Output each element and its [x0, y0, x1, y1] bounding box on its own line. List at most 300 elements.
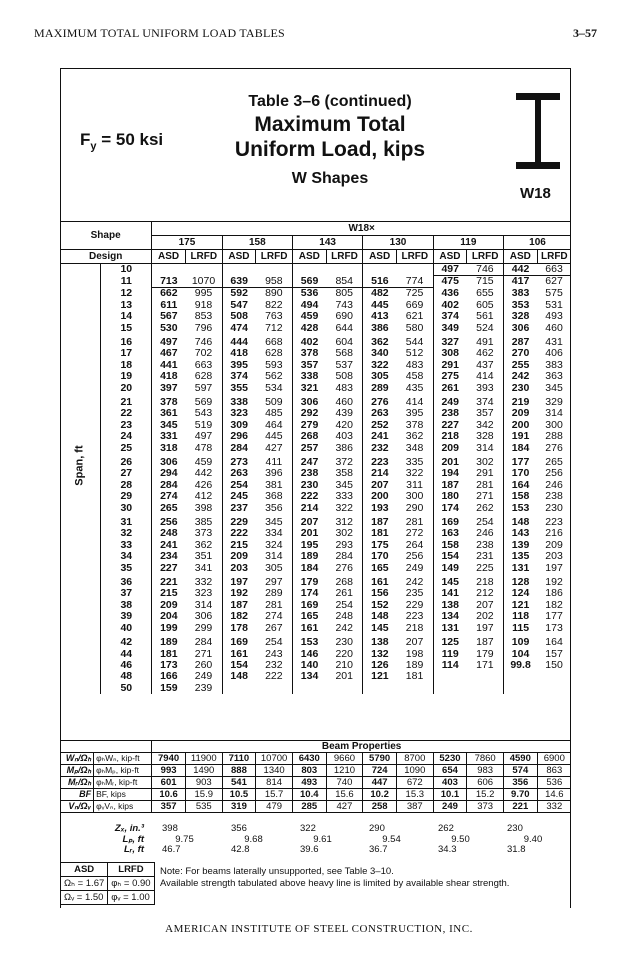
asd-value: 164 — [504, 480, 538, 491]
lrfd-value: 198 — [405, 647, 424, 660]
lrfd-value: 246 — [545, 478, 563, 491]
span-length: 40 — [101, 623, 152, 634]
asd-value: 227 — [152, 563, 186, 574]
asd-value: 252 — [363, 420, 397, 431]
asd-value: 418 — [152, 371, 186, 382]
asd-value: 184 — [292, 563, 326, 574]
lrfd-value: 328 — [476, 430, 494, 443]
lrfd-value: 324 — [265, 538, 283, 551]
lrfd-value: 322 — [335, 501, 353, 514]
asd-value: 146 — [292, 649, 326, 660]
asd-value: 284 — [222, 443, 256, 454]
asd-header: ASD — [292, 250, 326, 264]
lrfd-value: 231 — [476, 550, 494, 563]
lrfd-property-value: 1090 — [396, 765, 433, 777]
asd-value: 292 — [292, 408, 326, 419]
lrfd-value: 335 — [405, 456, 424, 468]
lrfd-value: 427 — [265, 441, 283, 454]
lrfd-value: 341 — [194, 561, 213, 574]
lrfd-header: LRFD — [326, 250, 363, 264]
lrfd-value: 291 — [476, 467, 494, 480]
asd-value: 255 — [504, 360, 538, 371]
lrfd-value: 544 — [405, 335, 424, 348]
lrfd-value — [256, 683, 293, 694]
lrfd-value: 229 — [405, 598, 424, 611]
asd-value: 374 — [222, 371, 256, 382]
asd-value: 163 — [433, 528, 467, 539]
asd-value: 187 — [363, 514, 397, 528]
lrfd-value: 322 — [405, 467, 424, 480]
lrfd-value: 260 — [194, 658, 213, 671]
lrfd-property-value: 8700 — [396, 753, 433, 765]
asd-value: 209 — [222, 551, 256, 562]
asd-value: 270 — [504, 348, 538, 359]
span-length: 20 — [101, 383, 152, 394]
lrfd-value: 254 — [476, 516, 494, 529]
asd-value — [433, 671, 467, 682]
weight-header: 158 — [222, 236, 292, 250]
asd-value: 207 — [363, 480, 397, 491]
lrfd-property-value: 1490 — [185, 765, 222, 777]
zx-row-value: 356 — [231, 823, 247, 834]
span-length: 27 — [101, 468, 152, 479]
lrfd-value: 431 — [545, 335, 563, 348]
asd-value: 229 — [222, 514, 256, 528]
asd-value: 178 — [222, 623, 256, 634]
asd-header: ASD — [433, 250, 467, 264]
yield-strength-label — [80, 130, 163, 152]
asd-property-value: 5790 — [363, 753, 397, 765]
span-row — [60, 683, 571, 694]
page-footer: AMERICAN INSTITUTE OF STEEL CONSTRUCTION, INC. — [165, 923, 473, 935]
lrfd-value: 243 — [265, 647, 283, 660]
lrfd-value: 690 — [335, 310, 353, 323]
span-length: 26 — [101, 454, 152, 468]
lrfd-value: 189 — [405, 658, 424, 671]
asd-value: 174 — [433, 503, 467, 514]
lrfd-value: 284 — [335, 550, 353, 563]
shape-header: Shape — [90, 229, 121, 241]
lrfd-value: 485 — [265, 407, 283, 420]
asd-value: 214 — [292, 503, 326, 514]
lrfd-property-value: 983 — [467, 765, 504, 777]
lrfd-value: 460 — [545, 321, 563, 334]
asd-value: 148 — [504, 514, 538, 528]
asd-value: 289 — [363, 383, 397, 394]
asd-value: 254 — [222, 480, 256, 491]
running-head: MAXIMUM TOTAL UNIFORM LOAD TABLES — [34, 26, 285, 40]
title-line-4: W Shapes — [291, 170, 369, 187]
lrfd-value: 242 — [405, 576, 424, 589]
lrfd-value: 478 — [194, 441, 213, 454]
asd-value — [363, 683, 397, 694]
asd-property-value: 10.5 — [222, 789, 256, 801]
asd-value: 569 — [292, 276, 326, 288]
asd-value: 232 — [363, 443, 397, 454]
asd-property-value: 574 — [503, 765, 537, 777]
lp-row-value: 9.75 — [175, 833, 194, 845]
span-length: 31 — [101, 514, 152, 528]
lrfd-value: 272 — [405, 527, 424, 540]
lrfd-value — [537, 671, 571, 682]
asd-value: 309 — [222, 420, 256, 431]
lrfd-value: 314 — [476, 441, 494, 454]
fy-subscript: y — [90, 140, 97, 153]
weight-header: 119 — [433, 236, 503, 250]
span-length: 36 — [101, 574, 152, 588]
asd-value: 395 — [222, 360, 256, 371]
asd-value: 257 — [292, 443, 326, 454]
asd-value: 234 — [152, 551, 186, 562]
span-row — [60, 394, 571, 408]
lrfd-value: 406 — [545, 347, 563, 360]
asd-value: 182 — [222, 611, 256, 622]
lrfd-value: 164 — [545, 636, 563, 649]
lrfd-value: 393 — [476, 381, 494, 394]
lrfd-value: 299 — [194, 621, 213, 634]
asd-value: 238 — [433, 408, 467, 419]
asd-property-value: 654 — [433, 765, 467, 777]
asd-value: 149 — [433, 563, 467, 574]
coef-lrfd-header: LRFD — [108, 863, 154, 877]
lrfd-value: 575 — [545, 287, 563, 300]
lrfd-value: 627 — [545, 275, 563, 288]
lrfd-value: 442 — [194, 467, 213, 480]
asd-value: 237 — [222, 503, 256, 514]
asd-value: 402 — [292, 334, 326, 348]
asd-header: ASD — [222, 250, 256, 264]
span-row — [60, 563, 571, 574]
lrfd-property-value: 814 — [256, 777, 293, 789]
lrfd-value: 242 — [335, 621, 353, 634]
lrfd-value: 264 — [405, 538, 424, 551]
lrfd-value: 569 — [194, 395, 213, 408]
lrfd-property-value: 9660 — [326, 753, 363, 765]
asd-value: 402 — [433, 300, 467, 311]
asd-value: 104 — [504, 649, 538, 660]
lrfd-value: 519 — [194, 418, 213, 431]
lrfd-value: 605 — [476, 298, 494, 311]
note-line-1: Note: For beams laterally unsupported, see Table 3–10. — [160, 866, 394, 877]
asd-value — [222, 683, 256, 694]
asd-value: 397 — [152, 383, 186, 394]
span-length: 21 — [101, 394, 152, 408]
asd-value: 247 — [292, 454, 326, 468]
span-length: 18 — [101, 360, 152, 371]
lrfd-value: 669 — [405, 298, 424, 311]
lrfd-value: 187 — [476, 636, 494, 649]
title-line-2: Maximum Total — [254, 113, 406, 136]
span-row — [60, 311, 571, 322]
lrfd-value: 597 — [194, 381, 213, 394]
lrfd-value: 333 — [335, 490, 353, 503]
asd-value: 126 — [363, 660, 397, 671]
note-line-2: Available strength tabulated above heavy line is limited by available shear strength. — [160, 878, 510, 889]
lrfd-value: 248 — [335, 610, 353, 623]
lrfd-value: 497 — [194, 430, 213, 443]
lrfd-property-value: 740 — [326, 777, 363, 789]
asd-value: 242 — [504, 371, 538, 382]
asd-value: 174 — [292, 588, 326, 599]
asd-value: 175 — [363, 540, 397, 551]
asd-property-value: 724 — [363, 765, 397, 777]
asd-header: ASD — [152, 250, 186, 264]
lrfd-property-value: 15.2 — [467, 789, 504, 801]
asd-value: 139 — [504, 540, 538, 551]
span-axis-label: Span, ft — [73, 445, 86, 487]
lrfd-value: 232 — [265, 658, 283, 671]
lrfd-value: 348 — [405, 441, 424, 454]
lrfd-value: 246 — [476, 527, 494, 540]
asd-value: 441 — [152, 360, 186, 371]
asd-value — [433, 683, 467, 694]
span-length: 19 — [101, 371, 152, 382]
fy-symbol: F — [80, 130, 91, 149]
lrfd-value: 561 — [476, 310, 494, 323]
lrfd-value: 395 — [405, 407, 424, 420]
asd-value: 221 — [152, 574, 186, 588]
lrfd-value: 483 — [405, 358, 424, 371]
lrfd-value: 235 — [405, 587, 424, 600]
span-length: 34 — [101, 551, 152, 562]
lrfd-property-value: 14.6 — [537, 789, 571, 801]
lrfd-value: 293 — [335, 538, 353, 551]
uniform-load-table — [60, 221, 571, 694]
asd-value: 121 — [363, 671, 397, 682]
asd-property-value: 356 — [503, 777, 537, 789]
asd-value: 287 — [504, 334, 538, 348]
lrfd-value: 182 — [545, 598, 563, 611]
asd-value: 118 — [504, 611, 538, 622]
lrfd-value: 192 — [545, 576, 563, 589]
lrfd-value: 288 — [545, 430, 563, 443]
asd-value: 230 — [504, 383, 538, 394]
design-header: Design — [88, 250, 123, 262]
lrfd-value: 218 — [476, 576, 494, 589]
span-length: 29 — [101, 491, 152, 502]
lrfd-property-value: 373 — [467, 801, 504, 813]
lp-row-label: Lₚ, ft — [122, 833, 144, 845]
lrfd-value: 435 — [405, 381, 424, 394]
lrfd-value: 197 — [476, 621, 494, 634]
lrfd-value: 284 — [194, 636, 213, 649]
asd-value: 494 — [292, 300, 326, 311]
lrfd-value: 763 — [265, 310, 283, 323]
lrfd-value: 725 — [405, 287, 424, 300]
lrfd-value: 543 — [194, 407, 213, 420]
lrfd-value: 254 — [335, 598, 353, 611]
lrfd-property-value: 479 — [256, 801, 293, 813]
beam-property-row — [60, 777, 571, 789]
lrfd-value: 958 — [256, 276, 293, 288]
asd-value: 547 — [222, 300, 256, 311]
lrfd-property-value: 15.7 — [256, 789, 293, 801]
span-length: 12 — [101, 288, 152, 300]
asd-value: 194 — [433, 468, 467, 479]
lrfd-value: 300 — [405, 490, 424, 503]
beam-property-row — [60, 753, 571, 765]
lrfd-value: 381 — [265, 478, 283, 491]
asd-value: 140 — [292, 660, 326, 671]
lrfd-value: 329 — [545, 395, 563, 408]
lrfd-value: 628 — [194, 370, 213, 383]
lrfd-value: 439 — [335, 407, 353, 420]
lrfd-value: 249 — [405, 561, 424, 574]
lp-row-value: 9.40 — [523, 833, 543, 845]
lrfd-value: 357 — [476, 407, 494, 420]
lrfd-value: 314 — [265, 550, 283, 563]
lrfd-value: 386 — [335, 441, 353, 454]
lrfd-value: 209 — [545, 538, 563, 551]
asd-value: 362 — [363, 334, 397, 348]
lrfd-value: 342 — [476, 418, 494, 431]
span-row — [60, 514, 571, 528]
weight-header: 106 — [504, 236, 572, 250]
lrfd-value: 668 — [265, 335, 283, 348]
lrfd-property-label: BF, kips — [94, 789, 152, 801]
lrfd-value: 345 — [265, 516, 283, 529]
lrfd-property-value: 863 — [537, 765, 571, 777]
lrfd-value: 289 — [265, 587, 283, 600]
lrfd-value: 312 — [335, 516, 353, 529]
lrfd-value: 238 — [545, 490, 563, 503]
span-length: 32 — [101, 528, 152, 539]
asd-property-value: 447 — [363, 777, 397, 789]
beam-property-row — [60, 765, 571, 777]
asd-value: 361 — [152, 408, 186, 419]
lrfd-value: 345 — [335, 478, 353, 491]
asd-value: 611 — [152, 300, 186, 311]
asd-value: 263 — [222, 468, 256, 479]
asd-value: 340 — [363, 348, 397, 359]
asd-value: 125 — [433, 634, 467, 648]
lrfd-value: 385 — [194, 516, 213, 529]
lrfd-value: 256 — [405, 550, 424, 563]
asd-value: 197 — [222, 574, 256, 588]
asd-value: 200 — [504, 420, 538, 431]
asd-value: 223 — [363, 454, 397, 468]
lrfd-value: 383 — [545, 358, 563, 371]
asd-value: 323 — [222, 408, 256, 419]
asd-value: 245 — [222, 491, 256, 502]
lrfd-value: 230 — [545, 501, 563, 514]
span-row — [60, 383, 571, 394]
lrfd-value: 462 — [476, 347, 494, 360]
asd-value: 180 — [433, 491, 467, 502]
asd-property-value: 285 — [292, 801, 326, 813]
lrfd-value — [396, 683, 433, 694]
lrfd-value — [467, 671, 504, 682]
asd-value: 154 — [433, 551, 467, 562]
asd-value: 418 — [222, 348, 256, 359]
span-row — [60, 574, 571, 588]
asd-property-label: Mᵣ/Ωₕ — [60, 777, 94, 789]
lrfd-value: 411 — [265, 456, 283, 468]
lrfd-property-value: 15.9 — [185, 789, 222, 801]
asd-property-value: 10.4 — [292, 789, 326, 801]
span-length: 39 — [101, 611, 152, 622]
asd-value: 274 — [152, 491, 186, 502]
asd-value: 338 — [292, 371, 326, 382]
w-shape-icon — [514, 91, 562, 171]
asd-value: 284 — [152, 480, 186, 491]
asd-property-value: 357 — [152, 801, 186, 813]
lrfd-value: 254 — [265, 636, 283, 649]
asd-value: 291 — [433, 360, 467, 371]
zx-row-value: 262 — [438, 823, 454, 834]
asd-value: 156 — [363, 588, 397, 599]
asd-value: 474 — [222, 323, 256, 334]
lrfd-value: 268 — [335, 576, 353, 589]
asd-value: 413 — [363, 311, 397, 322]
lrfd-value: 181 — [405, 670, 424, 683]
asd-value: 318 — [152, 443, 186, 454]
lrfd-property-value: 15.3 — [396, 789, 433, 801]
lr-row-value: 42.8 — [231, 844, 250, 855]
lr-row — [60, 845, 571, 856]
asd-value: 215 — [222, 540, 256, 551]
asd-value: 383 — [504, 288, 538, 300]
span-length: 42 — [101, 634, 152, 648]
asd-value: 191 — [504, 431, 538, 442]
lrfd-value: 239 — [194, 681, 213, 694]
asd-value: 135 — [504, 551, 538, 562]
asd-value: 227 — [433, 420, 467, 431]
lrfd-value: 362 — [194, 538, 213, 551]
lrfd-value: 290 — [405, 501, 424, 514]
asd-value: 261 — [433, 383, 467, 394]
asd-value: 218 — [433, 431, 467, 442]
lrfd-value: 300 — [545, 418, 563, 431]
lrfd-value: 644 — [335, 321, 353, 334]
lrfd-value: 604 — [335, 335, 353, 348]
asd-value: 119 — [433, 649, 467, 660]
asd-property-value: 6430 — [292, 753, 326, 765]
asd-value: 114 — [433, 660, 467, 671]
lrfd-value: 414 — [476, 370, 494, 383]
asd-value: 209 — [152, 600, 186, 611]
asd-value: 132 — [363, 649, 397, 660]
asd-value: 374 — [433, 311, 467, 322]
asd-value — [292, 683, 326, 694]
asd-property-value: 403 — [433, 777, 467, 789]
asd-value: 181 — [363, 528, 397, 539]
asd-value: 124 — [504, 588, 538, 599]
omega-v: Ωᵥ = 1.50 — [61, 891, 108, 905]
span-length: 30 — [101, 503, 152, 514]
asd-value: 165 — [292, 611, 326, 622]
asd-value: 482 — [363, 288, 397, 300]
asd-value: 195 — [292, 540, 326, 551]
lrfd-property-value: 1210 — [326, 765, 363, 777]
asd-value: 181 — [152, 649, 186, 660]
lrfd-value — [537, 683, 571, 694]
lrfd-value: 508 — [335, 370, 353, 383]
asd-value: 189 — [292, 551, 326, 562]
lrfd-value: 356 — [265, 501, 283, 514]
lrfd-value: 445 — [265, 430, 283, 443]
title-line-1: Table 3–6 (continued) — [248, 93, 412, 110]
lrfd-value: 396 — [265, 467, 283, 480]
zx-row-value: 290 — [369, 823, 385, 834]
asd-property-label: Vₙ/Ωᵥ — [60, 801, 94, 813]
asd-value: 153 — [292, 634, 326, 648]
lrfd-value: 655 — [476, 287, 494, 300]
asd-value: 238 — [292, 468, 326, 479]
asd-property-value: 258 — [363, 801, 397, 813]
lrfd-value: 712 — [265, 321, 283, 334]
asd-value: 134 — [292, 671, 326, 682]
